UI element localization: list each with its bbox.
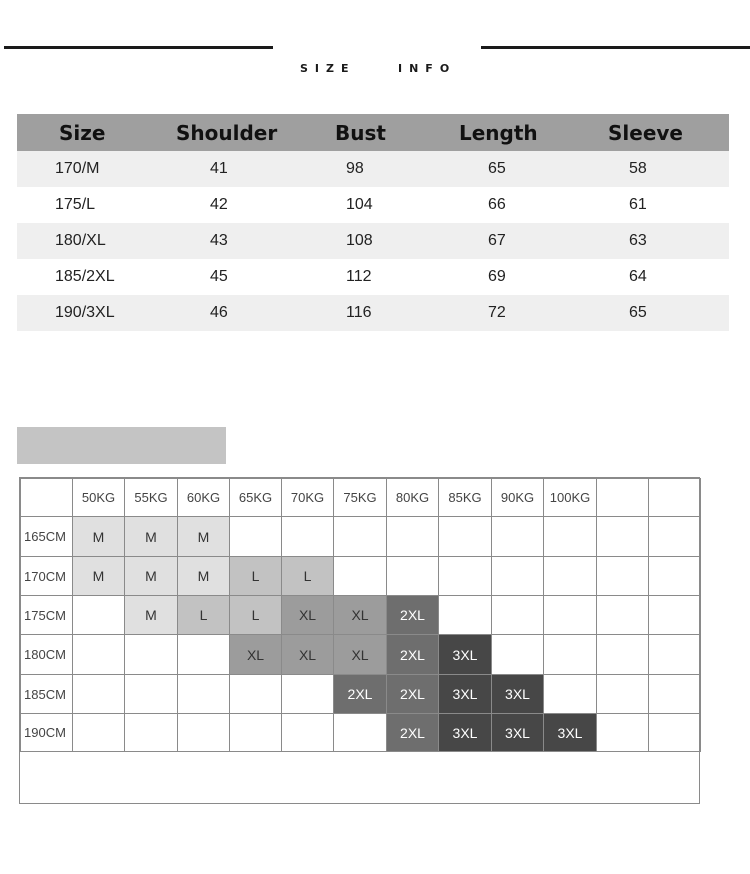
empty-cell [543, 634, 597, 675]
empty-cell [491, 595, 544, 635]
empty-cell [543, 595, 597, 635]
size-recommendation-cell: M [72, 516, 125, 557]
empty-cell [596, 595, 649, 635]
size-recommendation-cell: L [177, 595, 230, 635]
empty-cell [596, 674, 649, 714]
size-recommendation-cell: L [229, 595, 282, 635]
height-label: 180CM [20, 634, 73, 675]
empty-cell [333, 713, 387, 752]
size-recommendation-cell: XL [333, 595, 387, 635]
empty-cell [333, 556, 387, 596]
column-header-length: Length [459, 120, 538, 145]
size-cell: 104 [346, 196, 373, 213]
size-cell: 63 [629, 232, 647, 249]
size-cell: 61 [629, 196, 647, 213]
weight-header: 100KG [543, 478, 597, 517]
empty-cell [648, 634, 701, 675]
size-recommendation-cell: XL [281, 595, 334, 635]
empty-cell [648, 516, 701, 557]
empty-cell [229, 674, 282, 714]
weight-header: 75KG [333, 478, 387, 517]
size-recommendation-grid [19, 477, 700, 804]
section-title-bar [17, 427, 226, 464]
empty-cell [543, 674, 597, 714]
empty-cell [438, 595, 492, 635]
weight-header: 60KG [177, 478, 230, 517]
heading-word-info: INFO [398, 62, 457, 75]
size-cell: 41 [210, 160, 228, 177]
size-recommendation-cell: M [124, 595, 178, 635]
heading-word-size: SIZE [300, 62, 356, 75]
divider-right [481, 46, 750, 49]
size-cell: 64 [629, 268, 647, 285]
weight-header [648, 478, 701, 517]
weight-header [596, 478, 649, 517]
empty-cell [596, 516, 649, 557]
height-label: 165CM [20, 516, 73, 557]
empty-cell [177, 674, 230, 714]
empty-cell [596, 634, 649, 675]
column-header-bust: Bust [335, 120, 386, 145]
size-recommendation-cell: XL [333, 634, 387, 675]
column-header-shoulder: Shoulder [176, 120, 278, 145]
size-cell: 42 [210, 196, 228, 213]
size-cell: 43 [210, 232, 228, 249]
size-recommendation-cell: M [177, 556, 230, 596]
size-cell: 170/M [55, 160, 100, 177]
empty-cell [72, 713, 125, 752]
grid-corner-cell [20, 478, 73, 517]
empty-cell [281, 713, 334, 752]
size-recommendation-cell: L [229, 556, 282, 596]
size-table [17, 114, 729, 331]
size-cell: 185/2XL [55, 268, 115, 285]
weight-header: 80KG [386, 478, 439, 517]
size-cell: 72 [488, 304, 506, 321]
size-recommendation-cell: XL [229, 634, 282, 675]
empty-cell [177, 634, 230, 675]
size-cell: 112 [346, 268, 372, 285]
size-cell: 108 [346, 232, 373, 249]
empty-cell [333, 516, 387, 557]
size-cell: 65 [488, 160, 506, 177]
empty-cell [648, 556, 701, 596]
size-row [17, 187, 729, 223]
section-heading [0, 62, 750, 78]
empty-cell [438, 516, 492, 557]
empty-cell [648, 713, 701, 752]
size-row [17, 295, 729, 331]
empty-cell [281, 516, 334, 557]
empty-cell [648, 595, 701, 635]
empty-cell [124, 674, 178, 714]
empty-cell [177, 713, 230, 752]
empty-cell [281, 674, 334, 714]
size-cell: 65 [629, 304, 647, 321]
empty-cell [491, 556, 544, 596]
size-cell: 190/3XL [55, 304, 115, 321]
empty-cell [596, 556, 649, 596]
size-recommendation-cell: M [124, 516, 178, 557]
weight-header: 55KG [124, 478, 178, 517]
empty-cell [72, 634, 125, 675]
size-cell: 58 [629, 160, 647, 177]
height-label: 175CM [20, 595, 73, 635]
height-label: 190CM [20, 713, 73, 752]
weight-header: 50KG [72, 478, 125, 517]
size-cell: 116 [346, 304, 372, 321]
size-recommendation-cell: 2XL [386, 713, 439, 752]
empty-cell [72, 595, 125, 635]
size-recommendation-cell: XL [281, 634, 334, 675]
size-row [17, 151, 729, 187]
empty-cell [543, 516, 597, 557]
size-cell: 175/L [55, 196, 96, 213]
weight-header: 85KG [438, 478, 492, 517]
size-recommendation-cell: L [281, 556, 334, 596]
empty-cell [72, 674, 125, 714]
divider-left [4, 46, 273, 49]
size-cell: 98 [346, 160, 364, 177]
size-recommendation-cell: 3XL [438, 634, 492, 675]
size-table-body [17, 151, 729, 331]
size-cell: 180/XL [55, 232, 106, 249]
empty-cell [543, 556, 597, 596]
weight-header: 65KG [229, 478, 282, 517]
size-recommendation-cell: 2XL [386, 634, 439, 675]
size-table-header [17, 114, 729, 151]
size-cell: 66 [488, 196, 506, 213]
empty-cell [648, 674, 701, 714]
empty-cell [491, 516, 544, 557]
height-label: 185CM [20, 674, 73, 714]
column-header-size: Size [59, 120, 106, 145]
size-cell: 69 [488, 268, 506, 285]
weight-header: 70KG [281, 478, 334, 517]
column-header-sleeve: Sleeve [608, 120, 683, 145]
size-row [17, 223, 729, 259]
size-cell: 45 [210, 268, 228, 285]
size-recommendation-cell: M [177, 516, 230, 557]
size-recommendation-cell: 3XL [491, 713, 544, 752]
empty-cell [386, 516, 439, 557]
empty-cell [596, 713, 649, 752]
weight-header: 90KG [491, 478, 544, 517]
size-recommendation-cell: 2XL [333, 674, 387, 714]
size-cell: 46 [210, 304, 228, 321]
empty-cell [124, 634, 178, 675]
size-recommendation-cell: 3XL [543, 713, 597, 752]
empty-cell [491, 634, 544, 675]
empty-cell [229, 516, 282, 557]
size-recommendation-cell: 3XL [438, 713, 492, 752]
size-cell: 67 [488, 232, 506, 249]
empty-cell [229, 713, 282, 752]
size-recommendation-cell: 2XL [386, 595, 439, 635]
size-recommendation-cell: 3XL [438, 674, 492, 714]
height-label: 170CM [20, 556, 73, 596]
size-recommendation-cell: M [124, 556, 178, 596]
empty-cell [438, 556, 492, 596]
size-recommendation-cell: M [72, 556, 125, 596]
size-recommendation-cell: 2XL [386, 674, 439, 714]
empty-cell [124, 713, 178, 752]
size-row [17, 259, 729, 295]
size-recommendation-cell: 3XL [491, 674, 544, 714]
empty-cell [386, 556, 439, 596]
